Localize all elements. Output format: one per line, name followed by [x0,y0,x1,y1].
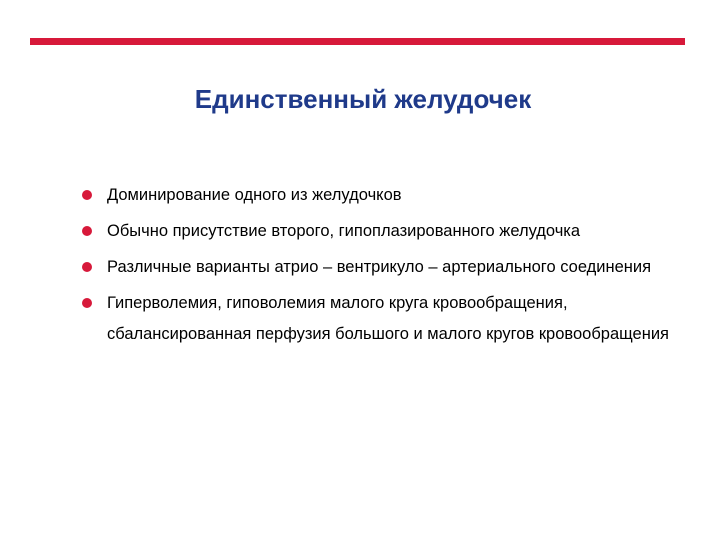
bullet-item [82,252,672,283]
bullet-item [82,216,672,247]
bullet-dot-icon [82,262,92,272]
bullet-text: Обычно присутствие второго, гипоплазированного желудочка [107,222,581,240]
bullet-item [82,180,672,211]
slide-title: Единственный желудочек [194,84,532,114]
top-accent-rule [30,38,685,45]
bullet-text: Гиперволемия, гиповолемия малого круга кровообращения, сбалансированная перфузия большого и малого кругов кровообращения [107,294,669,343]
bullet-dot-icon [82,190,92,200]
bullet-dot-icon [82,226,92,236]
bullet-dot-icon [82,298,92,308]
bullet-list [82,180,672,355]
bullet-item [82,288,672,350]
bullet-text: Доминирование одного из желудочков [107,186,402,204]
bullet-text: Различные варианты атрио – вентрикуло – артериального соединения [107,258,652,276]
